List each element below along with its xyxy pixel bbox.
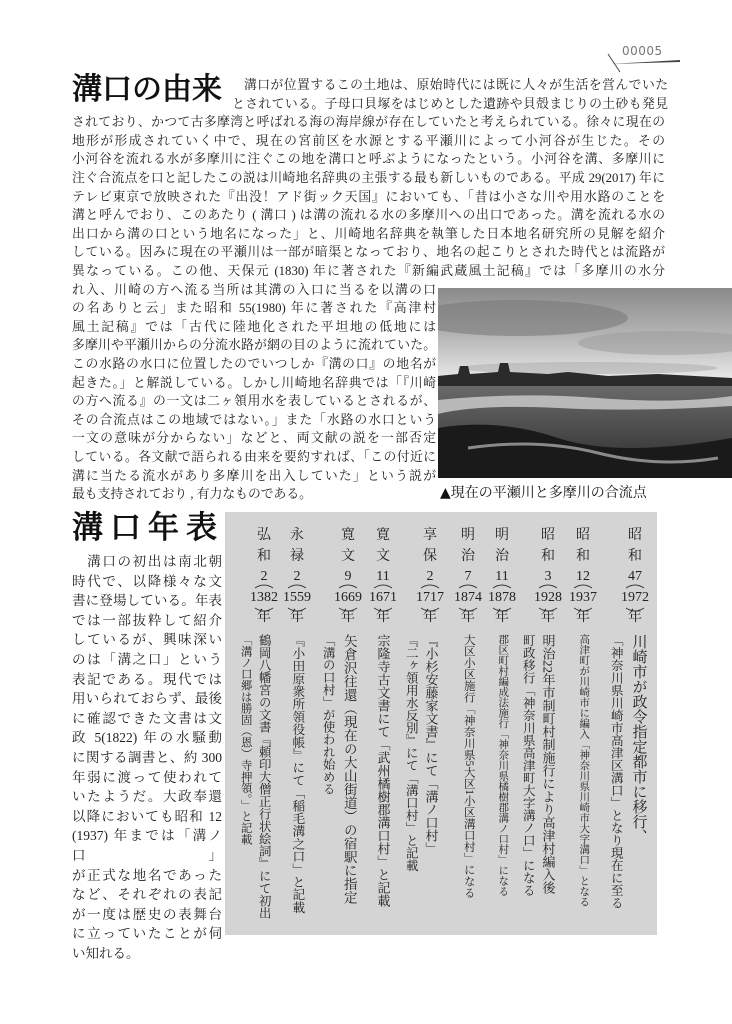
era-name-char: 明 [461,528,475,543]
year-suffix: 年 [423,610,437,625]
era-name-char: 永 [290,528,304,543]
era-year-number: 7 [464,569,472,584]
year-bracket-icon [368,583,398,613]
year-bracket-icon [533,583,563,613]
timeline-event-text: 『小杉安藤家文書』にて「溝ノ口村」 [423,634,439,855]
year-suffix: 年 [341,610,355,625]
era-name-char: 寛 [376,528,390,543]
intro-line: 時代で、以降様々な文 [72,573,222,589]
body-line: している。各文献で語られる由来を要約すれば、「この付近に [72,450,436,464]
era-name-char: 昭 [541,528,555,543]
era-name-char: 和 [541,548,555,564]
intro-line: に関する調書と、約 300 [72,749,222,765]
body-line: 起きた。」と解説している。しかし川崎地名辞典では「『川崎 [72,375,436,390]
western-year: 1669 [334,589,362,605]
western-year: 1874 [454,589,482,605]
western-year: 1559 [283,589,311,605]
intro-line: (1937) 年までは「溝ノ口」 [72,828,222,863]
era-year-number: 2 [260,569,268,584]
era-name-char: 寛 [341,528,355,543]
section-title-timeline: 溝口年表 [72,510,224,546]
timeline-event-text: 川崎市が政令指定都市に移行、 [630,634,647,844]
timeline-event-text: 高津町が川崎市に編入「神奈川県川崎市大字溝口」となる [578,634,590,907]
year-bracket-icon [453,583,483,613]
year-bracket-icon [333,583,363,613]
body-line: 溝と呼んでおり、このあたり ( 溝口 ) は溝の流れる水の多摩川への出口であった。溝を流れる水の [72,208,665,223]
era-name-char: 昭 [576,528,590,543]
era-name-char: 享 [423,528,437,543]
era-year-number: 11 [376,569,390,584]
timeline-event-text: 明治22年市制町村制施行により高津村編入後 [540,634,556,894]
body-line: 異なっている。この他、天保元 (1830) 年に著された『新編武蔵風土記稿』では「多摩川の水分 [72,264,665,278]
body-line: れ入、川崎の方へ流る当所は其溝の入口に当るを以溝の口 [72,282,436,297]
year-suffix: 年 [376,610,390,625]
timeline-event-text: 町政移行「神奈川県高津町大字溝ノ口」になる [521,634,536,897]
era-year-number: 47 [628,569,642,584]
body-line: 注ぐ合流点を口と記したこの説は川崎地名辞典の主張する最も新しいものである。平成 29(2017) 年に [72,171,665,185]
era-name-char: 治 [495,548,509,564]
year-suffix: 年 [576,610,590,625]
body-line: されており、かつて古多摩湾と呼ばれる海の海岸線が存在していたと考えられている。徐々に現在の [72,115,666,130]
body-line: の名ありと云」また昭和 55(1980) 年に著された『高津村 [72,301,436,316]
body-line: 出口から溝の口という地名になった」と、川崎地名辞典を執筆した日本地名研究所の見解を紹介 [72,226,665,241]
western-year: 1928 [534,589,562,605]
body-line: 溝口が位置するこの土地は、原始時代には既に人々が生活を営んでいた [244,78,668,92]
intro-line: に立っていたことが伺 [72,926,222,942]
intro-line: 用いられておらず、最後 [72,691,222,707]
intro-line: 政 5(1822) 年の水騒動 [72,730,222,746]
timeline-event-text: 『小田原衆所領役帳』にて「稲毛溝之口」と記載 [290,634,305,914]
western-year: 1937 [569,589,597,605]
intro-line: では一部抜粋して紹介 [72,612,222,628]
era-year-number: 2 [426,569,434,584]
timeline-event-text: 「神奈川県川崎市高津区溝口」となり現在に至る [609,634,624,909]
intro-line: 年弱に渡って使われて [72,769,222,785]
era-year-number: 3 [544,569,552,584]
era-name-char: 明 [495,528,509,543]
year-bracket-icon [620,583,650,613]
year-bracket-icon [282,583,312,613]
body-line: テレビ東京で放映された『出没！アド街ック天国』においても、「昔は小さな川や用水路のことを [72,189,665,204]
intro-line: のは「溝之口」という [72,651,222,667]
era-name-char: 和 [257,548,271,564]
body-line: その合流点はこの地域ではない。」また「水路の水口という [72,412,436,427]
year-bracket-icon [249,583,279,613]
body-line: 多摩川や平瀬川からの分流水路が網の目のように流れていた。 [72,338,436,353]
intro-line: しているが、興味深い [72,632,222,648]
timeline-event-text: 「溝の口村」が使われ始める [321,634,336,796]
timeline-event-text: 「溝ノ口郷は勝固（恩）寺押領。」と記載 [239,634,252,845]
era-name-char: 文 [376,548,390,564]
timeline-event-text: 矢倉沢往還（現在の大山街道）の宿駅に指定 [341,634,357,904]
section-title-origin: 溝口の由来 [72,72,222,107]
western-year: 1717 [416,589,444,605]
timeline-event-text: 宗隆寺古文書にて「武州橘樹郡溝口村」と記載 [375,634,391,907]
western-year: 1382 [250,589,278,605]
intro-line: に確認できた文書は文 [72,710,222,726]
era-name-char: 和 [576,548,590,564]
body-line: 最も支持されており , 有力なものである。 [72,487,312,502]
era-name-char: 昭 [628,528,642,543]
intro-line: い知れる。 [72,945,140,961]
year-suffix: 年 [257,610,271,625]
intro-line: 書に登場している。年表 [72,593,222,609]
body-line: 一文の意味が分からない」などと、両文献の説を一部否定 [72,431,436,446]
body-line: 溝に当たる流水があり多摩川を出入していた」という説が [72,468,436,483]
intro-line: 溝口の初出は南北朝 [72,554,222,569]
timeline-event-text: 大区小区施行「神奈川県5大区1小区溝口村」になる [462,634,475,899]
era-name-char: 保 [423,548,437,564]
body-line: している。因みに現在の平瀬川は一部が暗渠となっており、地名の起こりとされた時代とは流路が [72,245,665,260]
year-bracket-icon [415,583,445,613]
year-suffix: 年 [461,610,475,625]
era-year-number: 11 [495,569,509,584]
era-name-char: 文 [341,548,355,564]
timeline-event-text: 鶴岡八幡宮の文書『頼印大僧正行状絵詞』にて初出 [257,634,272,920]
western-year: 1671 [369,589,397,605]
page-number: 00005 [622,44,663,58]
intro-line: が一度は歴史の表舞台 [72,906,222,922]
timeline-event-text: 『二ヶ領用水反別』にて「溝口村」と記載 [404,634,419,872]
intro-line: 表記である。現代では [72,671,222,687]
year-suffix: 年 [628,610,642,625]
timeline-event-text: 郡区町村編成法施行「神奈川県橘樹郡溝ノ口村」になる [497,634,509,897]
year-suffix: 年 [495,610,509,625]
era-name-char: 治 [461,548,475,564]
photo-caption: ▲現在の平瀬川と多摩川の合流点 [440,485,647,501]
body-line: 地形が形成されていく中で、現在の宮前区を水源とする平瀬川によって小河谷が生じた。その [72,133,665,148]
intro-line: いたようだ。大政奉還 [72,789,222,805]
timeline-intro-text [72,552,222,963]
body-line: 風土記稿』では「古代に陸地化された平坦地の低地には [72,319,436,334]
intro-line: など、それぞれの表記 [72,887,222,903]
body-line: 小河谷を流れる水が多摩川に注ぐこの地を溝口と呼ぶようになったという。小河谷を溝、多摩川に [72,152,665,167]
river-confluence-photo [438,288,732,478]
era-name-char: 和 [628,548,642,564]
body-line: この水路の水口に位置したのでいつしか『溝の口』の地名が [72,357,436,371]
intro-line: が正式な地名であった [72,867,222,883]
era-year-number: 12 [576,569,590,584]
year-suffix: 年 [541,610,555,625]
year-suffix: 年 [290,610,304,625]
body-line: の方へ流る』の一文は二ヶ領用水を表しているとされるが、 [72,394,436,409]
western-year: 1878 [488,589,516,605]
western-year: 1972 [621,589,649,605]
era-name-char: 禄 [290,548,304,564]
body-line: とされている。子母口貝塚をはじめとした遺跡や貝殻まじりの土砂も発見 [232,96,668,111]
year-bracket-icon [568,583,598,613]
era-year-number: 2 [293,569,301,584]
era-year-number: 9 [344,569,352,584]
intro-line: 以降においても昭和 12 [72,808,222,824]
era-name-char: 弘 [257,528,271,543]
year-bracket-icon [487,583,517,613]
